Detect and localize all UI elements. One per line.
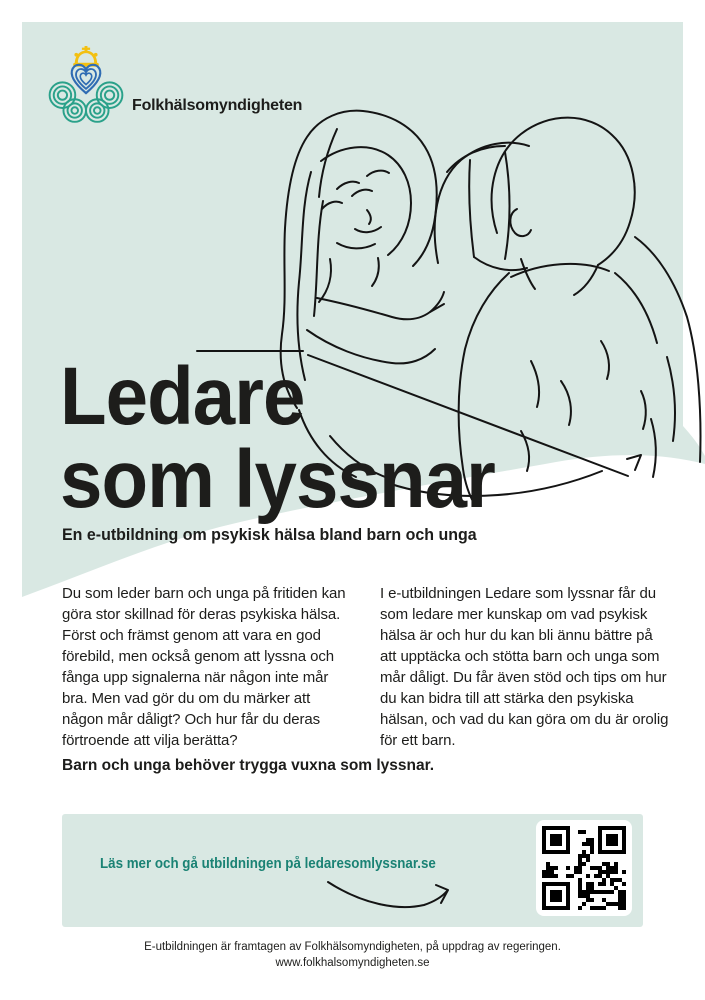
body-column-right: I e-utbildningen Ledare som lyssnar får du som ledare mer kunskap om vad psykisk hälsa är och hur du kan bli ännu bättre på att upptäcka och stötta barn och unga som mår dåligt. Du får även stöd och tips om hur du kan bidra till att stärka den psykiska hälsan, och vad du kan göra om du är orolig för ett barn.	[380, 585, 669, 749]
body-columns	[62, 583, 672, 751]
subtitle: En e-utbildning om psykisk hälsa bland barn och unga	[62, 525, 477, 544]
heart-icon	[72, 65, 101, 93]
title-line-1: Ledare	[60, 351, 305, 442]
crown-heart-knot-icon	[46, 46, 126, 130]
qr-code	[536, 820, 632, 916]
page-title	[60, 351, 528, 525]
title-line-2: som lyssnar	[60, 434, 495, 525]
qr-code-svg	[542, 826, 626, 910]
cta-link[interactable]: Läs mer och gå utbildningen på ledaresomlyssnar.se	[100, 856, 436, 872]
footer	[0, 939, 705, 971]
footer-url[interactable]: www.folkhalsomyndigheten.se	[275, 957, 430, 969]
statement-line: Barn och unga behöver trygga vuxna som lyssnar.	[62, 757, 435, 774]
logo-wordmark: Folkhälsomyndigheten	[132, 97, 303, 114]
footer-credit: E-utbildningen är framtagen av Folkhälsomyndigheten, på uppdrag av regeringen.	[144, 941, 561, 953]
crown-icon	[73, 46, 99, 67]
folkhalsomyndigheten-logo	[46, 46, 302, 130]
body-column-left: Du som leder barn och unga på fritiden kan göra stor skillnad för deras psykiska hälsa. Först och främst genom att vara en god förebild, men också genom att lyssna och fånga upp signalerna när någon inte mår bra. Men vad gör du om du märker att någon mår dåligt? Och hur får du deras förtroende att vilja berätta?	[62, 585, 346, 749]
cta-box	[62, 814, 643, 927]
